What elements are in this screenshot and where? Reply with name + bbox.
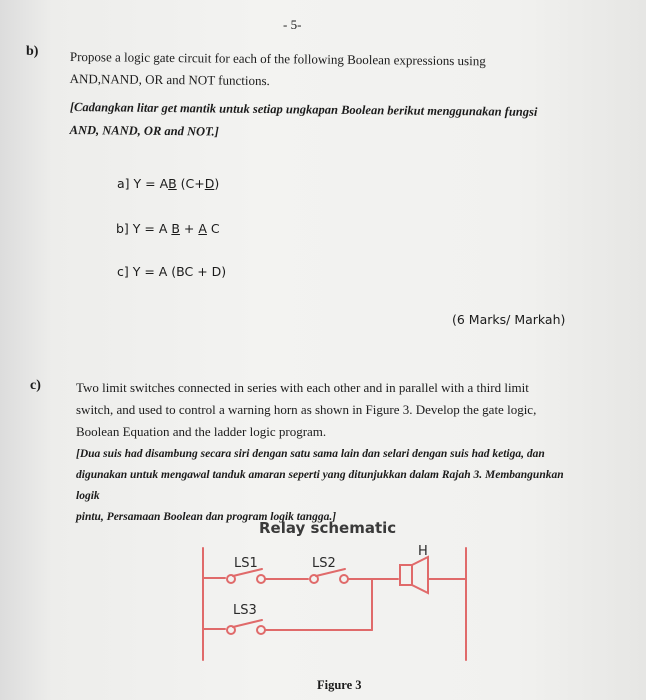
figure-caption: Figure 3 <box>317 678 362 692</box>
expression-a-bar-b: B <box>168 176 177 191</box>
ls2-label: LS2 <box>312 556 336 571</box>
section-c-label: c) <box>30 378 41 393</box>
ls2-contact-terminal-right <box>340 575 348 583</box>
expression-a-ul-d: D <box>204 176 215 191</box>
ls1-contact-terminal-right <box>257 575 265 583</box>
page-number: - 5- <box>283 17 302 32</box>
section-c-translation-line: pintu, Persamaan Boolean dan program logik tangga.] <box>76 511 337 523</box>
expression-a-open: (C+ <box>176 176 205 191</box>
horn-bell <box>412 557 428 593</box>
section-b-translation-line2: AND, NAND, OR and NOT.] <box>69 122 219 139</box>
section-b-translation-line1: [Cadangkan litar get mantik untuk setiap ungkapan Boolean berikut menggunakan fungsi <box>69 99 538 119</box>
section-b-prompt-line1: Propose a logic gate circuit for each of the following Boolean expressions using <box>69 48 486 69</box>
section-c-prompt-line: Two limit switches connected in series with each other and in parallel with a third limit <box>76 380 529 395</box>
expression-a-prefix: a] Y = A <box>117 176 169 191</box>
section-c-prompt-line: Boolean Equation and the ladder logic program. <box>76 424 327 439</box>
section-c-translation-line: digunakan untuk mengawal tanduk amaran seperti yang ditunjukkan dalam Rajah 3. Membangunkan logik <box>76 469 564 502</box>
ls1-label: LS1 <box>234 556 258 571</box>
expression-c: c] Y = A (BC + D) <box>117 264 227 279</box>
section-b-prompt-line2: AND,NAND, OR and NOT functions. <box>69 70 270 89</box>
marks-label: (6 Marks/ Markah) <box>452 312 566 327</box>
expression-b-mid: + <box>179 221 199 236</box>
horn-body <box>400 565 412 585</box>
horn-label: H <box>418 544 428 559</box>
ls3-label: LS3 <box>233 603 257 618</box>
relay-schematic-title: Relay schematic <box>259 519 397 537</box>
section-c-translation-line: [Dua suis had disambung secara siri dengan satu sama lain dan selari dengan suis had ketiga, dan <box>76 448 545 460</box>
expression-b-ul-a: A <box>198 221 207 236</box>
expression-b-suffix: C <box>206 221 220 236</box>
ls3-contact-terminal-right <box>257 626 265 634</box>
section-b-label: b) <box>26 44 39 59</box>
expression-a-close: ) <box>214 176 220 191</box>
expression-b-prefix: b] Y = A <box>116 221 172 236</box>
expression-b-ul-b: B <box>171 221 180 236</box>
ls3-contact-arm <box>233 620 262 627</box>
section-c-prompt-line: switch, and used to control a warning horn as shown in Figure 3. Develop the gate logic, <box>76 402 537 417</box>
